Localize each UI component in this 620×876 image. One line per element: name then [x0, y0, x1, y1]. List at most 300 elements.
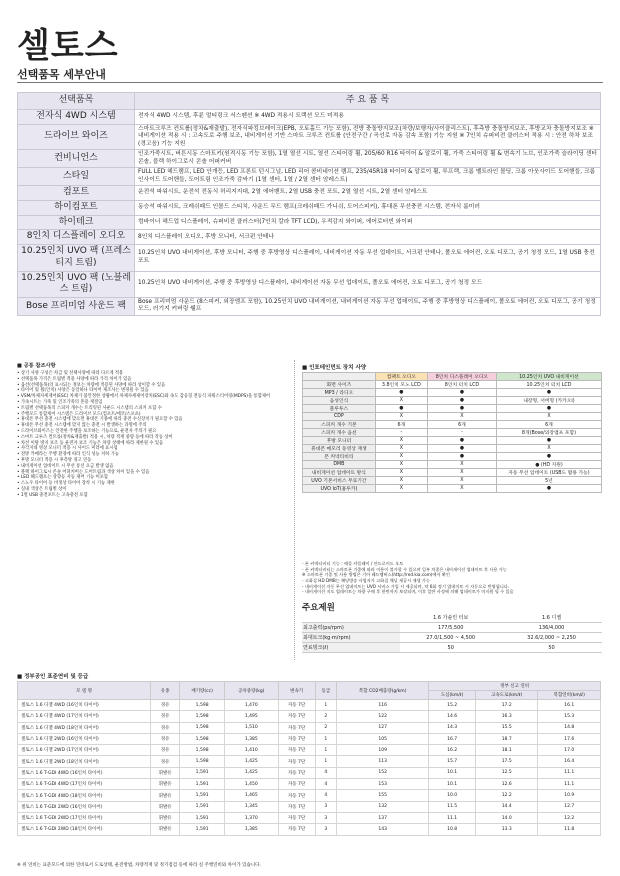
infotainment-value: ●: [427, 389, 496, 397]
infotainment-value: X: [427, 461, 496, 469]
infotainment-value: 3.8인치 모노 LCD: [375, 381, 427, 389]
fuel-col: 복합연비(km/ℓ): [538, 691, 601, 700]
fuel-cell: 1,385: [224, 733, 278, 744]
notice-line: • VSM/차체자세제어(ESC) 차체가 불안정한 상황에서 차체자세제어장치(ESC)와 속도 감응형 전동식 파워스티어링(MDPS)을 통합제어: [17, 394, 271, 400]
infotainment-col: 10.25인치 UVO 내비게이션: [496, 373, 601, 381]
fuel-cell: 경유: [151, 733, 180, 744]
fuel-col: 변속기: [278, 682, 315, 700]
fuel-cell: 16.4: [538, 756, 601, 767]
footnote: ※ 위 연비는 표준모드에 의한 연비로서 도로상태, 운전방법, 차량적재 및 정기점검 등에 따라 실 주행연비와 차이가 있습니다.: [17, 863, 261, 868]
fuel-cell: 132: [337, 801, 429, 812]
fuel-cell: 자동 7단: [278, 711, 315, 722]
main-spec-value: 27.0/1,500 ~ 4,500: [400, 633, 501, 643]
fuel-col: 공차중량(kg): [224, 682, 278, 700]
notice-line: • 트림별 선택품목의 스피커 개수는 트리밍된 사운드 시스템의 스피커 포함 수: [17, 405, 162, 411]
fuel-cell: 경유: [151, 722, 180, 733]
fuel-cell: 경유: [151, 700, 180, 711]
infotainment-value: ● (HD 지원): [496, 461, 601, 469]
fuel-cell: 1,385: [224, 824, 278, 835]
fuel-cell: 1,591: [180, 790, 225, 801]
fuel-cell: 자동 7단: [278, 812, 315, 823]
fuel-cell: 11.1: [538, 779, 601, 790]
infotainment-value: X: [427, 477, 496, 485]
fuel-cell: 18.1: [475, 745, 538, 756]
options-row: [18, 215, 601, 230]
notice-line: • 전방 카메라는 주행 환경에 따라 인식 성능 저하 가능: [17, 452, 119, 458]
fuel-cell: 자동 7단: [278, 801, 315, 812]
fuel-cell: 셀토스 1.6 디젤 4WD (18인치 타이어): [18, 722, 151, 733]
notice-line: • 휴대폰 무선 충전 시스템에 맞지 않는 충전 시 발생하는 과열에 주의: [17, 423, 147, 429]
infotainment-value: 6개: [496, 421, 601, 429]
fuel-col: 등급: [315, 682, 336, 700]
fuel-cell: 휘발유: [151, 767, 180, 778]
option-desc: FULL LED 헤드램프, LED 안개등, LED 프론트 턴시그널, LED 리어 콤비네이션 램프, 235/45R18 타이어 & 알로이 휠, 루프랙, 크롬 벨트라인 몰딩, 크롬 아웃사이드 도어핸들, 크롬 인사이드 도어핸들, 도어트림 인조가죽 감싸기 (1열 센터, 1열 / 2열 센터 암레스트): [135, 168, 601, 186]
infotainment-note: - 폰 커넥티비티는 스마트폰 기종에 따라 이용이 불가할 수 있으며 일부 차종은 내비게이션 업데이트 후 사용 가능: [302, 566, 507, 572]
notice-line: • 옵션(선택품목)의 표시되는 정보는 차량에 적용된 사양에 따라 상이할 수 있음: [17, 382, 166, 388]
options-row: [18, 297, 601, 315]
infotainment-value: X: [427, 485, 496, 493]
main-spec-value: 50: [501, 643, 602, 653]
notice-line: • LED 헤드램프는 상향등 자동 제어 기능 미포함: [17, 475, 109, 481]
fuel-cell: 자동 7단: [278, 733, 315, 744]
option-desc: 10.25인치 UVO 내비게이션, 주행 중 후방영상 디스플레이, 내비게이션 자동 무선 업데이트, 폴오토 에어컨, 오토 디포그, 공기 청정 모드: [135, 271, 601, 297]
option-desc: 8인치 디스플레이 오디오, 후방 모니터, 서크펀 안테나: [135, 230, 601, 245]
infotainment-value: 내장형, 서버형 (카카오i): [496, 397, 601, 405]
fuel-cell: 1,450: [224, 779, 278, 790]
fuel-cell: 12.6: [475, 779, 538, 790]
fuel-cell: 1: [315, 733, 336, 744]
fuel-cell: 12.2: [475, 790, 538, 801]
fuel-cell: 1,598: [180, 756, 225, 767]
infotainment-label: UVO IoT(홈투카): [303, 485, 376, 493]
fuel-cell: 11.8: [538, 824, 601, 835]
fuel-cell: 셀토스 1.6 T-GDI 2WD (16인치 타이어): [18, 801, 151, 812]
fuel-cell: 1: [315, 745, 336, 756]
fuel-cell: 18.7: [475, 733, 538, 744]
fuel-cell: 자동 7단: [278, 824, 315, 835]
fuel-cell: 자동 7단: [278, 756, 315, 767]
infotainment-note: - 내비게이션 지도 업데이트는 차량 구매 후 한번까지 보장되며, 이후 일반 사정에 의해 업데이트가 미지원 될 수 있음: [302, 589, 514, 595]
option-name: 10.25인치 UVO 팩 (노블레스 트림): [18, 271, 135, 297]
fuel-cell: 셀토스 1.6 T-GDI 4WD (17인치 타이어): [18, 779, 151, 790]
fuel-cell: 셀토스 1.6 디젤 4WD (17인치 타이어): [18, 711, 151, 722]
fuel-cell: 1,591: [180, 801, 225, 812]
main-spec-value: 50: [400, 643, 501, 653]
fuel-cell: 1,510: [224, 722, 278, 733]
option-desc: Bose 프리미엄 사운드 (8스피커, 외장앰프 포함), 10.25인치 UVO 내비게이션, 내비게이션 자동 무선 업데이트, 주행 중 후방영상 디스플레이, 폴오토 에어컨, 오토 디포그, 공기 청정 모드, 러기지 커버링 쉘프: [135, 297, 601, 315]
infotainment-value: ●: [496, 389, 601, 397]
common-notes-heading: ■ 공통 참조사항: [17, 363, 56, 369]
infotainment-value: ●: [496, 405, 601, 413]
notice-line: • 블랙 하이그로시 콘솔 어퍼커버는 도어트림과 색상 차이 있을 수 있음: [17, 469, 150, 475]
infotainment-value: X: [375, 445, 427, 453]
main-spec-label: 최고출력(ps/rpm): [302, 623, 400, 633]
infotainment-row: [303, 477, 602, 485]
infotainment-value: 8개(Bose/외장앰프 포함): [496, 429, 601, 437]
infotainment-label: 폰 커넥티비티: [303, 453, 376, 461]
notice-line: • 실내 색상은 트림별 상이: [17, 486, 67, 492]
notice-line: • 상기 사양 구성은 차급 및 선택사양에 따라 다르게 적용: [17, 371, 124, 377]
infotainment-label: 화면 사이즈: [303, 381, 376, 389]
fuel-cell: 143: [337, 824, 429, 835]
option-desc: 컴바이너 헤드업 디스플레이, 슈퍼비전 클러스터(7인치 칼라 TFT LCD), 우적감지 와이퍼, 에어로터빈 와이퍼: [135, 215, 601, 230]
infotainment-row: [303, 437, 602, 445]
infotainment-heading: ■ 인포테인먼트 장치 사양: [302, 365, 367, 371]
infotainment-value: ●: [427, 405, 496, 413]
notice-line: • 주행모드 통합제어 시스템은 드라이브 모드(컴포트/에코/스포츠): [17, 411, 141, 417]
infotainment-value: ●: [375, 389, 427, 397]
fuel-cell: 12.7: [538, 801, 601, 812]
fuel-cell: 1: [315, 700, 336, 711]
notice-line: • 드라이브와이즈는 안전한 주행을 보조하는 기능으로, 운전자 주의가 필요: [17, 428, 157, 434]
divider: [17, 82, 603, 83]
fuel-cell: 자동 7단: [278, 790, 315, 801]
notice-line: • 차선 이탈 방지 보조 등 운전자 보조 기능은 차량 상태에 따라 제한될 수 있음: [17, 440, 164, 446]
infotainment-value: X: [375, 485, 427, 493]
option-name: 10.25인치 UVO 팩 (프레스티지 트림): [18, 245, 135, 271]
main-spec-col: 1.6 디젤: [501, 613, 602, 623]
notice-line: • 내비게이션 업데이트 시 무선 통신 요금 발생 없음: [17, 463, 114, 469]
infotainment-value: 8인치 터치 LCD: [427, 381, 496, 389]
fuel-row: [18, 722, 601, 733]
fuel-cell: 122: [337, 711, 429, 722]
fuel-cell: 1,425: [224, 767, 278, 778]
fuel-cell: 셀토스 1.6 디젤 2WD (16인치 타이어): [18, 733, 151, 744]
infotainment-value: X: [496, 413, 601, 421]
fuel-cell: 15.2: [429, 700, 476, 711]
fuel-cell: 1,470: [224, 700, 278, 711]
fuel-col: 고속도로(km/ℓ): [475, 691, 538, 700]
option-name: 전자식 4WD 시스템: [18, 110, 135, 125]
fuel-cell: 휘발유: [151, 812, 180, 823]
infotainment-label: MP3 / 라디오: [303, 389, 376, 397]
infotainment-note: - 고화질 HD DMB는 해당방송 사업자가 고화질 채널 제공시 재생 가능: [302, 578, 430, 584]
option-name: 컴포트: [18, 186, 135, 201]
options-row: [18, 230, 601, 245]
infotainment-corner: [303, 373, 376, 381]
fuel-cell: 15.7: [429, 756, 476, 767]
option-desc: 10.25인치 UVO 내비게이션, 후방 모니터, 주행 중 후방영상 디스플레이, 내비게이션 자동 무선 업데이트, 서크펀 안테나, 폴오토 에어컨, 오토 디포그, 공기 청정 모드, 1열 USB 충전 포트: [135, 245, 601, 271]
main-spec-col: 1.6 가솔린 터보: [400, 613, 501, 623]
infotainment-value: X: [427, 469, 496, 477]
fuel-cell: 셀토스 1.6 디젤 2WD (18인치 타이어): [18, 756, 151, 767]
main-spec-value: 32.6/2,000 ~ 2,250: [501, 633, 602, 643]
infotainment-value: ●: [427, 453, 496, 461]
infotainment-label: 후방 모니터: [303, 437, 376, 445]
infotainment-row: [303, 397, 602, 405]
infotainment-value: -: [375, 429, 427, 437]
fuel-cell: 휘발유: [151, 779, 180, 790]
main-spec-row: [302, 643, 602, 653]
fuel-cell: 경유: [151, 711, 180, 722]
fuel-row: [18, 767, 601, 778]
option-name: 하이테크: [18, 215, 135, 230]
infotainment-value: X: [375, 453, 427, 461]
option-name: 드라이브 와이즈: [18, 124, 135, 150]
notice-line: • 사각지대 영상 모니터 적용 시 사이드 미러에 표시됨: [17, 446, 118, 452]
fuel-cell: 13.3: [475, 824, 538, 835]
fuel-cell: 휘발유: [151, 801, 180, 812]
options-table: [17, 92, 601, 316]
fuel-col: 모 델 명: [18, 682, 151, 700]
options-row: [18, 201, 601, 216]
main-spec-label: 최대토크(kg·m/rpm): [302, 633, 400, 643]
notice-line: • 가속시트는 가죽 및 인조가죽의 혼용 재질임: [17, 400, 103, 405]
options-row: [18, 124, 601, 150]
infotainment-value: 6개: [427, 421, 496, 429]
infotainment-row: [303, 469, 602, 477]
fuel-cell: 12.5: [475, 767, 538, 778]
fuel-row: [18, 700, 601, 711]
infotainment-label: CDP: [303, 413, 376, 421]
fuel-cell: 17.2: [475, 700, 538, 711]
fuel-cell: 137: [337, 812, 429, 823]
infotainment-value: ●: [496, 485, 601, 493]
options-head-item: 선택품목: [18, 93, 135, 110]
infotainment-row: [303, 445, 602, 453]
fuel-cell: 14.4: [475, 801, 538, 812]
fuel-cell: 153: [337, 779, 429, 790]
infotainment-value: 자동 무선 업데이트 (USB도 활용 가능): [496, 469, 601, 477]
fuel-cell: 셀토스 1.6 디젤 4WD (16인치 타이어): [18, 700, 151, 711]
fuel-row: [18, 745, 601, 756]
fuel-cell: 17.5: [475, 756, 538, 767]
infotainment-value: X: [375, 461, 427, 469]
fuel-cell: 1,410: [224, 745, 278, 756]
infotainment-value: 6개: [375, 421, 427, 429]
fuel-cell: 2: [315, 711, 336, 722]
options-row: [18, 271, 601, 297]
notice-line: • 스마트 크루즈 컨트롤(정차&재출발) 적용 시, 차량 적재 중량 등에 따라 작동 상이: [17, 434, 173, 440]
fuel-cell: 16.7: [429, 733, 476, 744]
fuel-cell: 14.6: [429, 711, 476, 722]
main-spec-label: 연료탱크(ℓ): [302, 643, 400, 653]
fuel-cell: 셀토스 1.6 T-GDI 4WD (16인치 타이어): [18, 767, 151, 778]
fuel-cell: 1,598: [180, 745, 225, 756]
notice-line: • 선택품목 가격은 트림별 적용 사양에 따라 가격 차이가 있음: [17, 376, 132, 382]
fuel-cell: 105: [337, 733, 429, 744]
fuel-cell: 휘발유: [151, 790, 180, 801]
fuel-col: 유종: [151, 682, 180, 700]
fuel-cell: 12.2: [538, 812, 601, 823]
fuel-row: [18, 801, 601, 812]
fuel-row: [18, 711, 601, 722]
infotainment-note: - 내비게이션 자동 무선 업데이트는 UVO 서비스 가입 시 제공되며, 약 6회 정기 업데이트 시 자동으로 반영됩니다.: [302, 583, 510, 589]
infotainment-row: [303, 429, 602, 437]
infotainment-value: 10.25인치 터치 LCD: [496, 381, 601, 389]
fuel-cell: 자동 7단: [278, 700, 315, 711]
main-spec-row: [302, 623, 602, 633]
fuel-cell: 1,591: [180, 779, 225, 790]
fuel-cell: 3: [315, 824, 336, 835]
infotainment-row: [303, 381, 602, 389]
fuel-cell: 셀토스 1.6 T-GDI 2WD (18인치 타이어): [18, 824, 151, 835]
fuel-cell: 1,495: [224, 711, 278, 722]
infotainment-value: ●: [496, 453, 601, 461]
fuel-cell: 15.5: [475, 722, 538, 733]
fuel-cell: 1,465: [224, 790, 278, 801]
fuel-cell: 14.8: [538, 722, 601, 733]
fuel-cell: 1,591: [180, 812, 225, 823]
options-row: [18, 186, 601, 201]
fuel-cell: 113: [337, 756, 429, 767]
infotainment-row: [303, 453, 602, 461]
infotainment-row: [303, 413, 602, 421]
infotainment-value: -: [427, 429, 496, 437]
infotainment-value: X: [427, 413, 496, 421]
fuel-cell: 1,370: [224, 812, 278, 823]
main-spec-row: [302, 633, 602, 643]
fuel-row: [18, 733, 601, 744]
fuel-cell: 자동 7단: [278, 745, 315, 756]
fuel-heading: ■ 정부공인 표준연비 및 등급: [17, 674, 89, 680]
fuel-cell: 11.1: [538, 767, 601, 778]
fuel-cell: 1,598: [180, 722, 225, 733]
main-spec-value: 177/5,500: [400, 623, 501, 633]
infotainment-label: DMB: [303, 461, 376, 469]
fuel-row: [18, 824, 601, 835]
infotainment-label: 내비게이션 업데이트 방식: [303, 469, 376, 477]
infotainment-label: 음성인식: [303, 397, 376, 405]
fuel-cell: 1: [315, 756, 336, 767]
fuel-cell: 자동 7단: [278, 767, 315, 778]
option-name: Bose 프리미엄 사운드 팩: [18, 297, 135, 315]
infotainment-col: 컴팩트 오디오: [375, 373, 427, 381]
fuel-cell: 127: [337, 722, 429, 733]
option-desc: 전자식 4WD 시스템, 후륜 멀티링크 서스펜션 ※ 4WD 적용시 트랙션 모드 미적용: [135, 110, 601, 125]
options-head-main: 주 요 품 목: [135, 93, 601, 110]
fuel-cell: 17.0: [538, 745, 601, 756]
infotainment-value: X: [496, 445, 601, 453]
option-name: 스타일: [18, 168, 135, 186]
infotainment-note: ※ 스마트폰 기종 및 사용 방법은 기아 레드멤버스(http://red.kia.com)에서 확인: [302, 572, 450, 578]
option-desc: 인조가죽시트, 버튼시동 스마트키(원격시동 기능 포함), 1열 열선 시트, 열선 스티어링 휠, 205/60 R16 타이어 & 알로이 휠, 가죽 스티어링 휠 & 변속기 노브, 인조가죽 슬라이딩 센터 콘솔, 블랙 하이그로시 콘솔 어퍼커버: [135, 150, 601, 168]
fuel-cell: 11.5: [429, 801, 476, 812]
infotainment-value: ●: [375, 405, 427, 413]
infotainment-label: 스피커 개수 옵션: [303, 429, 376, 437]
options-row: [18, 150, 601, 168]
infotainment-value: X: [375, 477, 427, 485]
option-name: 하이컴포트: [18, 201, 135, 216]
infotainment-value: ●: [427, 397, 496, 405]
fuel-cell: 152: [337, 767, 429, 778]
fuel-cell: 3: [315, 812, 336, 823]
infotainment-row: [303, 421, 602, 429]
fuel-cell: 경유: [151, 756, 180, 767]
fuel-cell: 14.3: [429, 722, 476, 733]
main-spec-corner: [302, 613, 400, 623]
fuel-row: [18, 756, 601, 767]
infotainment-notes: [302, 561, 602, 595]
fuel-col: 도심(km/ℓ): [429, 691, 476, 700]
fuel-table: [17, 681, 601, 836]
fuel-cell: 155: [337, 790, 429, 801]
fuel-cell: 10.1: [429, 779, 476, 790]
fuel-cell: 자동 7단: [278, 779, 315, 790]
infotainment-row: [303, 461, 602, 469]
fuel-cell: 10.1: [429, 767, 476, 778]
infotainment-row: [303, 485, 602, 493]
fuel-cell: 17.6: [538, 733, 601, 744]
infotainment-label: 블루투스: [303, 405, 376, 413]
infotainment-value: X: [375, 437, 427, 445]
infotainment-row: [303, 389, 602, 397]
fuel-cell: 10.8: [429, 824, 476, 835]
main-spec-value: 136/4,000: [501, 623, 602, 633]
fuel-cell: 1,591: [180, 824, 225, 835]
fuel-cell: 1,598: [180, 711, 225, 722]
fuel-cell: 15.3: [538, 711, 601, 722]
main-spec-heading: 주요제원: [302, 603, 335, 613]
fuel-col: 배기량(cc): [180, 682, 225, 700]
main-spec-table: [302, 613, 602, 653]
notice-line: • 휴대폰 무선 충전 시스템에 맞으면 휴대폰 기종에 따라 충전 수신장치가 필요할 수 있음: [17, 417, 183, 423]
notice-line: • 타이어 및 휠(인치) 사양은 동일하나 타이어 제조사는 변경될 수 있음: [17, 388, 149, 394]
fuel-cell: 10.0: [429, 790, 476, 801]
option-desc: 스마트크루즈 컨트롤(정차&재출발), 전자식파킹브레이크(EPB, 오토홀드 기능 포함), 전방 충돌방지보조(차량/보행자/사이클리스트), 후측방 충돌방지보조, 후방교차 충돌방지보조 ※ 내비게이션 적용 시 : 고속도로 주행 보조, 내비게이션 기반 스마트 크루즈 컨트롤 (안전구간 / 곡선로 자동 감속 포함) 기능 지원 ※ 7인치 슈퍼비전 클러스터 적용 시 : 안전 하차 보조 (경고음) 기능 지원: [135, 124, 601, 150]
fuel-cell: 2: [315, 722, 336, 733]
fuel-cell: 3: [315, 801, 336, 812]
column-divider: [294, 360, 295, 660]
infotainment-col: 8인치 디스플레이 오디오: [427, 373, 496, 381]
infotainment-value: ●: [427, 437, 496, 445]
fuel-col: 복합 CO2배출량(g/km): [337, 682, 429, 700]
fuel-cell: 경유: [151, 745, 180, 756]
infotainment-value: X: [375, 469, 427, 477]
fuel-row: [18, 812, 601, 823]
section-title: 선택품목 세부안내: [17, 68, 106, 81]
options-row: [18, 110, 601, 125]
notice-line: • 1열 USB 충전포트는 고속충전 포함: [17, 492, 88, 498]
fuel-cell: 1,598: [180, 700, 225, 711]
infotainment-label: 스피커 개수 기본: [303, 421, 376, 429]
infotainment-note: - 폰 커넥티비티 기능 : 애플 카플레이 / 안드로이드 오토: [302, 561, 404, 566]
fuel-cell: 16.2: [429, 745, 476, 756]
fuel-cell: 1,345: [224, 801, 278, 812]
notice-line: • 스노우 타이어 등 비정상 타이어 장착 시 기능 제한: [17, 481, 115, 487]
fuel-cell: 14.0: [475, 812, 538, 823]
fuel-cell: 1,598: [180, 733, 225, 744]
fuel-cell: 116: [337, 700, 429, 711]
fuel-cell: 1,591: [180, 767, 225, 778]
option-name: 컨비니언스: [18, 150, 135, 168]
option-desc: 동승석 파워시트, 크레쉬패드 인몰드 스티치, 사운드 무드 램프(크레쉬패드 가니쉬, 도어스피커), 휴대폰 무선충전 시스템, 전자식 룸미러: [135, 201, 601, 216]
fuel-cell: 셀토스 1.6 T-GDI 4WD (18인치 타이어): [18, 790, 151, 801]
fuel-row: [18, 790, 601, 801]
fuel-cell: 4: [315, 790, 336, 801]
fuel-cell: 셀토스 1.6 디젤 2WD (17인치 타이어): [18, 745, 151, 756]
infotainment-label: 휴대폰 메모리 동영상 재생: [303, 445, 376, 453]
page-title: 셀토스: [17, 26, 119, 66]
fuel-cell: 16.3: [475, 711, 538, 722]
option-desc: 운전석 파워시트, 운전석 전동식 허리지지대, 2열 에어벤트, 2열 USB 충전 포트, 2열 열선 시트, 2열 센터 암레스트: [135, 186, 601, 201]
fuel-cell: 4: [315, 779, 336, 790]
fuel-cell: 11.1: [429, 812, 476, 823]
infotainment-label: UVO 기본서비스 무료기간: [303, 477, 376, 485]
fuel-cell: 10.9: [538, 790, 601, 801]
options-row: [18, 168, 601, 186]
fuel-cell: 109: [337, 745, 429, 756]
fuel-cell: 1,425: [224, 756, 278, 767]
common-notes: [17, 363, 287, 499]
fuel-row: [18, 779, 601, 790]
infotainment-value: X: [375, 397, 427, 405]
notice-line: • 후방 모니터 적용 시 후측방 경고 연동: [17, 457, 92, 463]
fuel-cell: 16.1: [538, 700, 601, 711]
infotainment-value: ●: [427, 445, 496, 453]
infotainment-value: ●: [496, 437, 601, 445]
infotainment-value: X: [375, 413, 427, 421]
